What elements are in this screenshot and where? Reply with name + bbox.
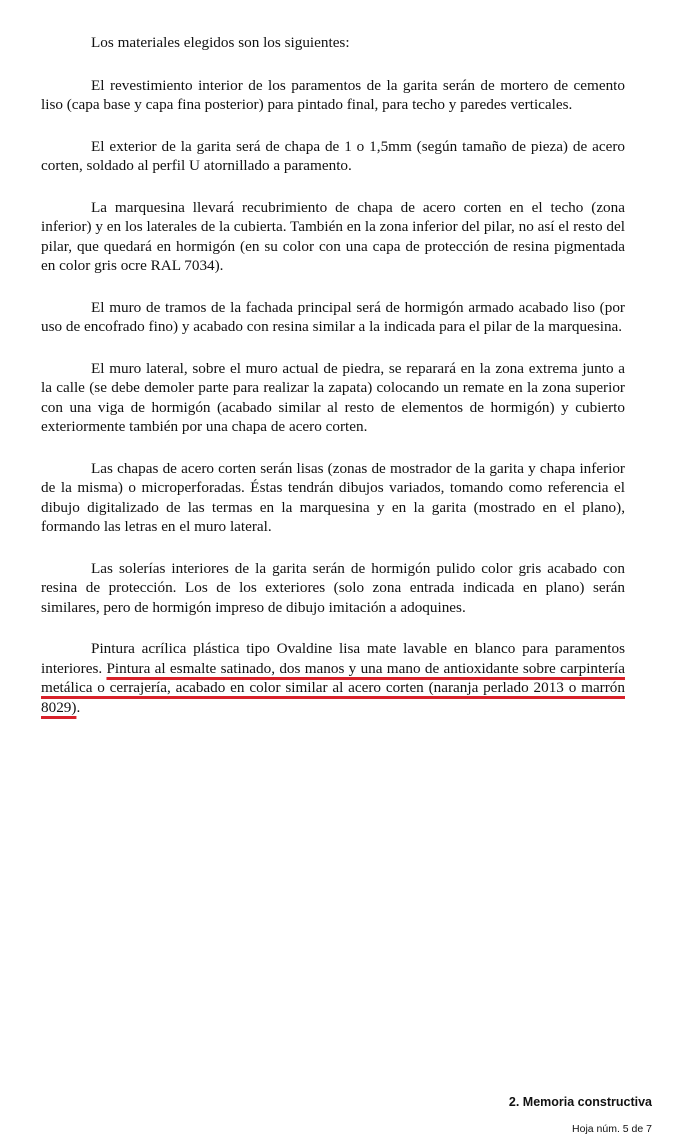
paragraph-main-wall: El muro de tramos de la fachada principal será de hormigón armado acabado liso (por uso de encofrado fino) y acabado con resina similar a la indicada para el pilar de la marquesina. [41,298,625,335]
footer-page-number: Hoja núm. 5 de 7 [572,1123,652,1135]
footer-section-title: 2. Memoria constructiva [508,1095,652,1109]
paragraph-intro: Los materiales elegidos son los siguientes: [91,34,350,51]
paint-plain-text: Pintura acrílica plástica tipo Ovaldine lisa mate lavable en blanco para paramentos interiores. [41,640,625,677]
paragraph-flooring: Las solerías interiores de la garita serán de hormigón pulido color gris acabado con resina de protección. Los de los exteriores (solo zona entrada indicada en plano) serán similares, pero de hormigón impreso de dibujo imitación a adoquines. [41,559,625,616]
paragraph-side-wall: El muro lateral, sobre el muro actual de piedra, se reparará en la zona extrema junto a la calle (se debe demoler parte para realizar la zapata) colocando un remate en la zona superior con una viga de hormigón (acabado similar al resto de elementos de hormigón) y cubierto exteriormente también por una chapa de acero corten. [41,359,625,435]
paragraph-corten-sheets: Las chapas de acero corten serán lisas (zonas de mostrador de la garita y chapa inferior de la misma) o microperforadas. Éstas tendrán dibujos variados, tomando como referencia el dibujo digitalizado de las termas en la marquesina y en la garita (mostrado en el plano), formando las letras en el muro lateral. [41,459,625,535]
paint-end-text: . [76,698,81,716]
paragraph-canopy: La marquesina llevará recubrimiento de chapa de acero corten en el techo (zona inferior) y en los laterales de la cubierta. También en la zona inferior del pilar, no así el resto del pilar, que quedará en hormigón (en su color con una capa de protección de resina pigmentada en color gris ocre RAL 7034). [41,198,625,274]
paragraph-exterior-sheet: El exterior de la garita será de chapa de 1 o 1,5mm (según tamaño de pieza) de acero corten, soldado al perfil U atornillado a paramento. [41,137,625,174]
paragraph-paint [41,639,625,717]
paragraph-interior-coating: El revestimiento interior de los paramentos de la garita serán de mortero de cemento liso (capa base y capa fina posterior) para pintado final, para techo y paredes verticales. [41,76,625,113]
document-body [41,33,625,739]
page-footer [509,1094,652,1136]
highlighted-paint-text: Pintura al esmalte satinado, dos manos y una mano de antioxidante sobre carpintería metálica o cerrajería, acabado en color similar al acero corten (naranja perlado 2013 o marrón 8029) [41,659,625,716]
